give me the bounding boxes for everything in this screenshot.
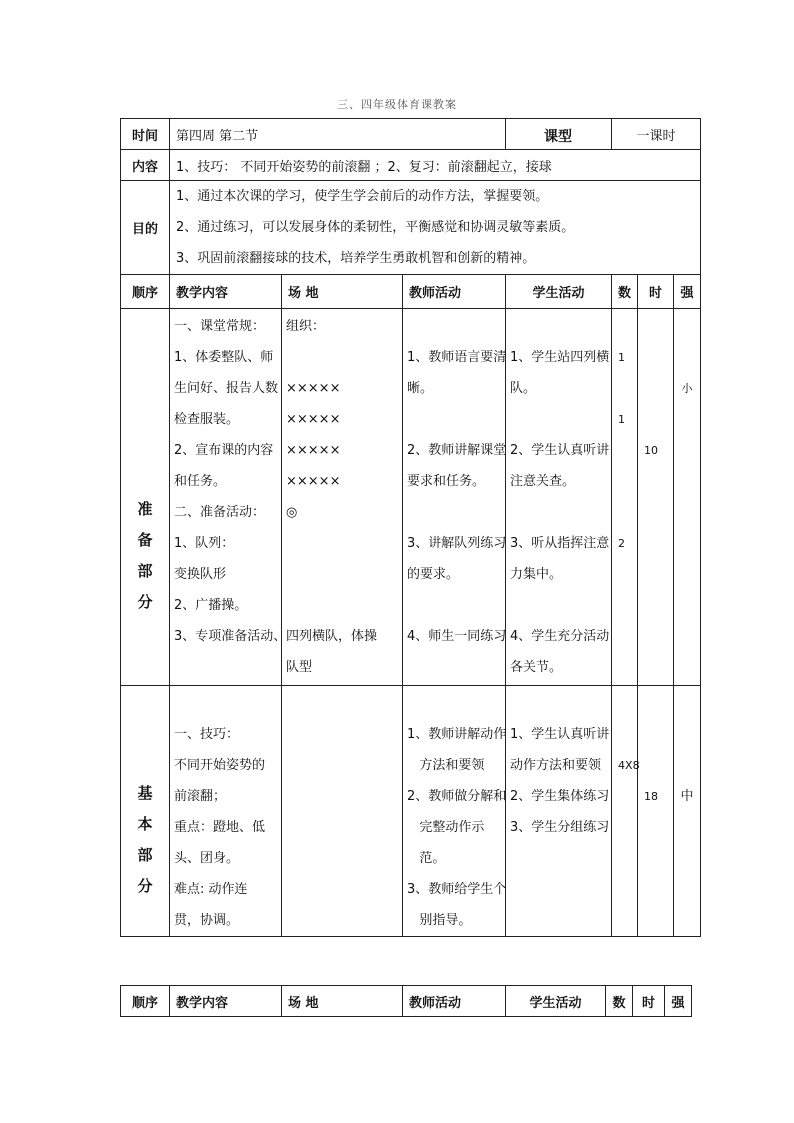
goal-item: 1、通过本次课的学习，使学生学会前后的动作方法，掌握要领。 <box>176 189 549 204</box>
col-field: 场 地 <box>282 275 403 309</box>
document-title: 三、四年级体育课教案 <box>337 98 457 111</box>
basic-field <box>282 686 403 937</box>
goal-label: 目的 <box>121 181 170 275</box>
footer-col-time: 时 <box>633 986 665 1017</box>
prep-student-activity: 1、学生站四列横 队。 2、学生认真听讲 注意关查。 3、听从指挥注意 力集中。 4、学生充分活动 各关节。 <box>506 309 612 686</box>
col-time: 时 <box>638 275 674 309</box>
basic-section-label: 基 本 部 分 <box>121 686 170 937</box>
basic-student-activity: 1、学生认真听讲 动作方法和要领 2、学生集体练习 3、学生分组练习 <box>506 686 612 937</box>
prep-count: 1 1 2 <box>612 309 638 686</box>
type-value: 一课时 <box>612 119 701 150</box>
type-label: 课型 <box>544 129 573 145</box>
col-student: 学生活动 <box>506 275 612 309</box>
content-label: 内容 <box>121 150 170 181</box>
col-count: 数 <box>612 275 638 309</box>
goal-item: 3、巩固前滚翻接球的技术，培养学生勇敢机智和创新的精神。 <box>176 251 536 266</box>
content-value: 1、技巧： 不同开始姿势的前滚翻 ；2、复习：前滚翻起立，接球 <box>170 150 701 181</box>
prep-time: 10 <box>638 309 674 686</box>
goal-list <box>170 181 701 275</box>
prep-section-label: 准 备 部 分 <box>121 309 170 686</box>
prep-field-formation: 组织： ××××× ××××× ××××× ××××× ◎ 四列横队，体操 队型 <box>282 309 403 686</box>
prep-content: 一、课堂常规： 1、体委整队、师 生问好、报告人数 检查服装。 2、宣布课的内容 和任务。 二、准备活动： 1、队列： 变换队形 2、广播操。 3、专项准备活动、 <box>170 309 282 686</box>
basic-teacher-activity: 1、教师讲解动作 方法和要领 2、教师做分解和 完整动作示 范。 3、教师给学生个 别指导。 <box>403 686 506 937</box>
footer-col-intensity: 强 <box>665 986 692 1017</box>
time-value: 第四周 第二节 <box>170 119 506 150</box>
footer-col-field: 场 地 <box>282 986 403 1017</box>
col-order: 顺序 <box>121 275 170 309</box>
prep-teacher-activity: 1、教师语言要清 晰。 2、教师讲解课堂 要求和任务。 3、讲解队列练习 的要求。 4、师生一同练习 <box>403 309 506 686</box>
type-label-cell <box>506 119 612 150</box>
time-label: 时间 <box>121 119 170 150</box>
col-content: 教学内容 <box>170 275 282 309</box>
basic-content: 一、技巧： 不同开始姿势的 前滚翻； 重点：蹬地、低 头、团身。 难点: 动作连 贯，协调。 <box>170 686 282 937</box>
col-teacher: 教师活动 <box>403 275 506 309</box>
col-intensity: 强 <box>674 275 701 309</box>
footer-col-teacher: 教师活动 <box>403 986 506 1017</box>
footer-col-student: 学生活动 <box>506 986 606 1017</box>
goal-item: 2、通过练习，可以发展身体的柔韧性，平衡感觉和协调灵敏等素质。 <box>176 220 575 235</box>
continuation-table-header <box>120 985 692 1017</box>
basic-time: 18 <box>638 686 674 937</box>
footer-col-content: 教学内容 <box>170 986 282 1017</box>
basic-intensity: 中 <box>674 686 701 937</box>
lesson-plan-table <box>120 118 701 937</box>
footer-col-order: 顺序 <box>121 986 170 1017</box>
footer-col-count: 数 <box>606 986 633 1017</box>
basic-count: 4X8 <box>612 686 638 937</box>
prep-intensity: 小 <box>674 309 701 686</box>
